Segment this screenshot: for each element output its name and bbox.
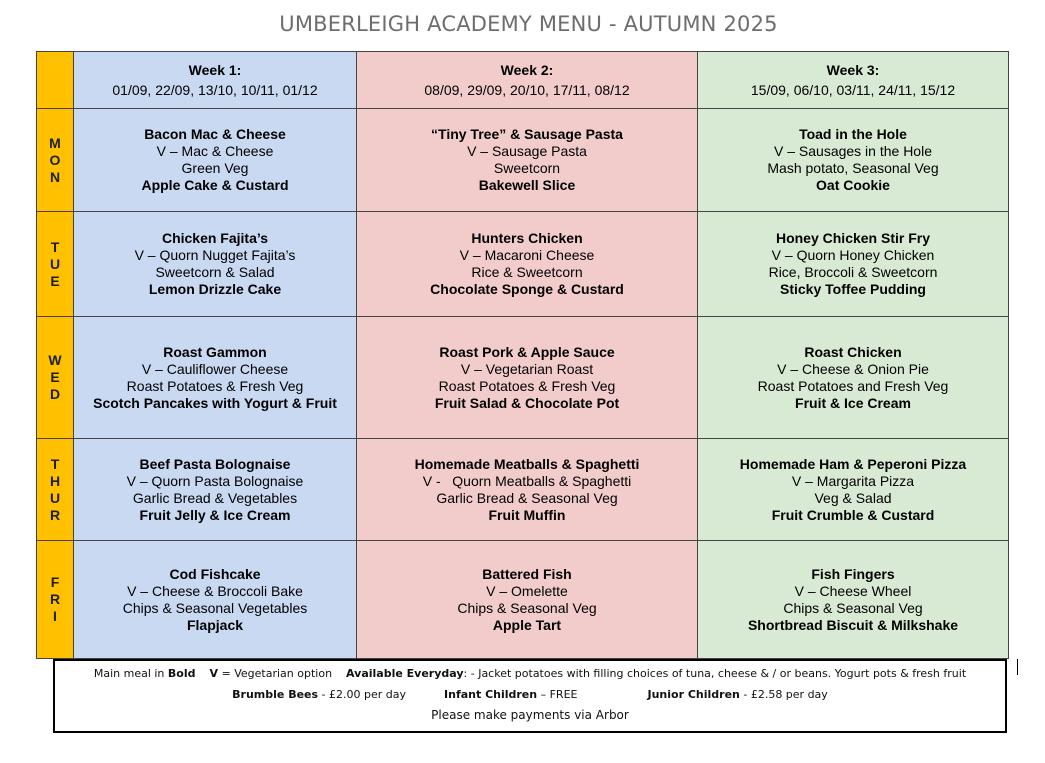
dessert: Sticky Toffee Pudding: [780, 281, 926, 297]
main-meal: “Tiny Tree” & Sausage Pasta: [431, 126, 623, 142]
day-letter: T: [50, 238, 60, 255]
side-dish: Rice, Broccoli & Sweetcorn: [768, 264, 938, 280]
veg-option: V – Margarita Pizza: [791, 472, 915, 489]
main-meal: Chicken Fajita’s: [161, 230, 269, 246]
dessert: Fruit Crumble & Custard: [771, 506, 935, 523]
meal-cell: [698, 212, 1009, 317]
day-letter: H: [49, 472, 61, 489]
day-label-wed: [37, 317, 74, 439]
day-letter: T: [50, 455, 60, 472]
everyday-label: Available Everyday: [346, 667, 464, 680]
meal-cell: [74, 212, 357, 317]
veg-option: V – Sausage Pasta: [467, 143, 587, 159]
dessert: Fruit & Ice Cream: [795, 394, 911, 411]
day-row-thur: [37, 439, 1009, 541]
meal-cell: [357, 317, 698, 439]
side-dish: Garlic Bread & Seasonal Veg: [436, 489, 618, 506]
main-meal: Homemade Meatballs & Spaghetti: [414, 455, 640, 472]
infant-price: – FREE: [537, 688, 578, 701]
main-meal: Beef Pasta Bolognaise: [139, 455, 291, 472]
veg-option: V – Cheese & Broccoli Bake: [127, 582, 303, 599]
side-dish: Green Veg: [181, 160, 249, 176]
side-dish: Veg & Salad: [814, 489, 892, 506]
week-1-header: [74, 52, 357, 109]
day-label-mon: [37, 109, 74, 212]
veg-option: V - Quorn Meatballs & Spaghetti: [422, 472, 632, 489]
week-label: Week 2:: [500, 61, 554, 78]
side-dish: Roast Potatoes & Fresh Veg: [438, 377, 616, 394]
dessert: Bakewell Slice: [478, 177, 576, 193]
dessert: Lemon Drizzle Cake: [148, 281, 282, 297]
day-row-fri: [37, 541, 1009, 659]
week-dates: 08/09, 29/09, 20/10, 17/11, 08/12: [424, 81, 630, 98]
everyday-note: : - Jacket potatoes with filling choices of tuna, cheese & / or beans. Yogurt pots & fresh fruit: [463, 667, 967, 680]
main-meal: Toad in the Hole: [799, 126, 907, 142]
v-label: V: [209, 667, 219, 680]
main-meal: Cod Fishcake: [169, 565, 261, 582]
day-letter: M: [49, 134, 61, 151]
day-letter: N: [49, 168, 61, 185]
dessert: Fruit Jelly & Ice Cream: [139, 506, 291, 523]
day-row-wed: [37, 317, 1009, 439]
day-letter: E: [50, 272, 60, 289]
brumble-bees-label: Brumble Bees: [232, 688, 319, 701]
dessert: Shortbread Biscuit & Milkshake: [747, 616, 959, 633]
veg-option: V – Omelette: [486, 582, 568, 599]
veg-option: V – Macaroni Cheese: [459, 247, 595, 263]
meal-cell: [698, 541, 1009, 659]
meal-cell: [74, 439, 357, 541]
day-letter: D: [49, 386, 61, 402]
main-meal: Honey Chicken Stir Fry: [775, 230, 931, 246]
main-meal: Roast Pork & Apple Sauce: [439, 343, 615, 360]
footer-line-2: [55, 688, 1005, 701]
week-3-header: [698, 52, 1009, 109]
day-letter: W: [48, 352, 62, 368]
day-letter: O: [49, 151, 61, 168]
day-row-mon: [37, 109, 1009, 212]
junior-price: - £2.58 per day: [739, 688, 828, 701]
week-2-header: [357, 52, 698, 109]
dessert: Oat Cookie: [816, 177, 890, 193]
side-dish: Roast Potatoes & Fresh Veg: [126, 377, 304, 394]
vegetarian-note: = Vegetarian option: [218, 667, 333, 680]
side-dish: Sweetcorn: [493, 160, 561, 176]
dessert: Fruit Muffin: [488, 506, 566, 523]
main-meal: Roast Chicken: [804, 343, 902, 360]
main-meal: Homemade Ham & Peperoni Pizza: [739, 455, 967, 472]
veg-option: V – Mac & Cheese: [156, 143, 274, 159]
footer-info-box: [53, 659, 1007, 733]
week-label: Week 1:: [188, 61, 242, 78]
day-letter: R: [49, 506, 61, 523]
day-letter: I: [53, 608, 57, 624]
meal-cell: [74, 541, 357, 659]
day-letter: R: [49, 591, 61, 607]
junior-label: Junior Children: [647, 688, 740, 701]
day-label-thur: [37, 439, 74, 541]
week-label: Week 3:: [826, 61, 880, 78]
side-dish: Garlic Bread & Vegetables: [132, 489, 298, 506]
veg-option: V – Sausages in the Hole: [774, 143, 932, 159]
meal-cell: [357, 439, 698, 541]
main-meal: Battered Fish: [482, 565, 572, 582]
side-dish: Roast Potatoes and Fresh Veg: [757, 377, 949, 394]
week-dates: 15/09, 06/10, 03/11, 24/11, 15/12: [750, 81, 956, 98]
meal-cell: [357, 541, 698, 659]
dessert: Fruit Salad & Chocolate Pot: [434, 394, 620, 411]
meal-cell: [357, 212, 698, 317]
main-meal-note: Main meal in: [93, 667, 168, 680]
main-meal: Hunters Chicken: [471, 230, 583, 246]
veg-option: V – Quorn Pasta Bolognaise: [126, 472, 304, 489]
dessert: Scotch Pancakes with Yogurt & Fruit: [93, 394, 337, 411]
day-label-fri: [37, 541, 74, 659]
side-dish: Chips & Seasonal Veg: [457, 599, 597, 616]
meal-cell: [698, 439, 1009, 541]
main-meal: Fish Fingers: [811, 565, 895, 582]
side-dish: Chips & Seasonal Veg: [783, 599, 923, 616]
meal-cell: [74, 109, 357, 212]
brumble-bees-price: - £2.00 per day: [318, 688, 407, 701]
side-dish: Sweetcorn & Salad: [155, 264, 275, 280]
meal-cell: [698, 109, 1009, 212]
day-letter: E: [50, 369, 60, 385]
divider: [1017, 659, 1018, 675]
bold-word: Bold: [167, 667, 196, 680]
side-dish: Mash potato, Seasonal Veg: [767, 160, 939, 176]
footer-line-1: [55, 667, 1005, 680]
week-header-row: [37, 52, 1009, 109]
day-letter: F: [50, 574, 60, 590]
dessert: Flapjack: [186, 616, 244, 633]
veg-option: V – Vegetarian Roast: [460, 360, 594, 377]
payment-note: Please make payments via Arbor: [431, 708, 629, 722]
meal-cell: [698, 317, 1009, 439]
veg-option: V – Cauliflower Cheese: [141, 360, 289, 377]
veg-option: V – Quorn Nugget Fajita’s: [134, 247, 296, 263]
veg-option: V – Quorn Honey Chicken: [771, 247, 935, 263]
side-dish: Rice & Sweetcorn: [471, 264, 583, 280]
side-dish: Chips & Seasonal Vegetables: [122, 599, 308, 616]
veg-option: V – Cheese & Onion Pie: [777, 360, 929, 377]
infant-label: Infant Children: [444, 688, 538, 701]
day-label-tue: [37, 212, 74, 317]
dessert: Apple Cake & Custard: [141, 177, 289, 193]
day-letter: U: [49, 255, 61, 272]
dessert: Chocolate Sponge & Custard: [430, 281, 624, 297]
main-meal: Roast Gammon: [163, 343, 267, 360]
day-row-tue: [37, 212, 1009, 317]
corner-cell: [37, 52, 74, 109]
main-meal: Bacon Mac & Cheese: [144, 126, 286, 142]
day-letter: U: [49, 489, 61, 506]
page-title: UMBERLEIGH ACADEMY MENU - AUTUMN 2025: [279, 12, 778, 36]
veg-option: V – Cheese Wheel: [794, 582, 912, 599]
meal-cell: [74, 317, 357, 439]
dessert: Apple Tart: [492, 616, 562, 633]
week-dates: 01/09, 22/09, 13/10, 10/11, 01/12: [112, 81, 318, 98]
menu-table: [36, 51, 1009, 659]
meal-cell: [357, 109, 698, 212]
